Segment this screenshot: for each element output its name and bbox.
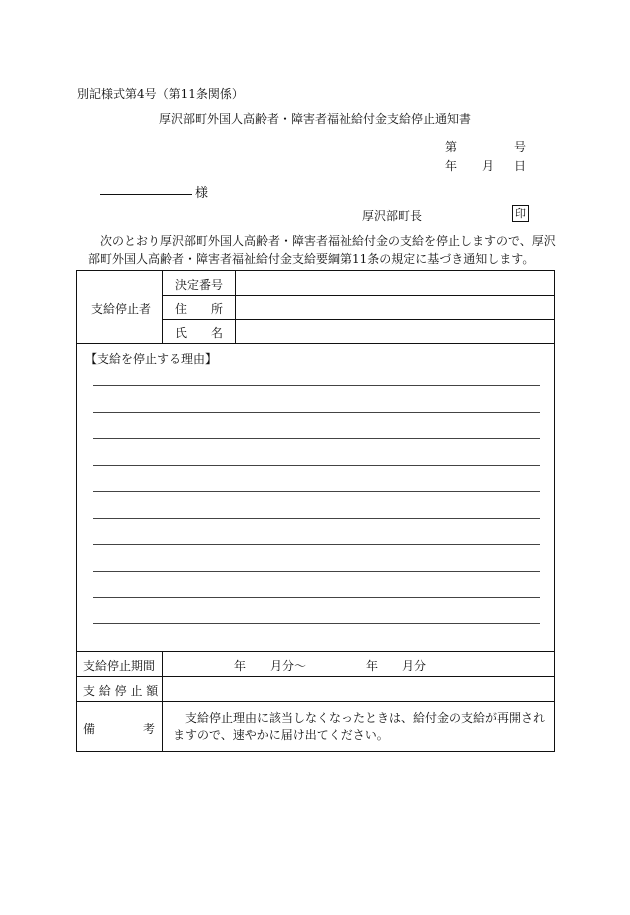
amount-field[interactable]: [163, 677, 554, 700]
address-label: 住 所: [175, 302, 224, 316]
remarks-text: 支給停止理由に該当しなくなったときは、給付金の支給が再開されますので、速やかに届け出てください。: [173, 711, 546, 742]
divider: [77, 651, 555, 652]
decision-number-label: 決定番号: [175, 278, 224, 292]
addressee-suffix: 様: [195, 186, 209, 201]
period-label: 支給停止期間: [83, 659, 156, 673]
number-label: 第: [445, 140, 458, 154]
document-title: 厚沢部町外国人高齢者・障害者福祉給付金支給停止通知書: [158, 112, 471, 126]
seal-mark: 印: [512, 205, 529, 222]
divider: [77, 343, 555, 344]
divider: [162, 651, 163, 752]
number-suffix: 号: [514, 140, 527, 154]
period-value[interactable]: 年 月分～ 年 月分: [234, 659, 427, 673]
date-month: 月: [482, 159, 495, 173]
name-label: 氏 名: [175, 326, 224, 340]
form-id: 別記様式第4号（第11条関係）: [77, 87, 244, 101]
body-text: 次のとおり厚沢部町外国人高齢者・障害者福祉給付金の支給を停止しますので、厚沢部町外国人高齢者・障害者福祉給付金支給要綱第11条の規定に基づき通知します。: [88, 234, 556, 266]
divider: [77, 701, 555, 702]
divider: [162, 271, 163, 343]
amount-label: 支 給 停 止 額: [83, 684, 159, 698]
addressee-line[interactable]: [100, 194, 192, 195]
remarks-label: 備 考: [83, 722, 156, 736]
reason-label: 【支給を停止する理由】: [85, 352, 218, 366]
address-field[interactable]: [236, 296, 554, 318]
issuer: 厚沢部町長: [362, 209, 423, 223]
notice-table: [76, 270, 555, 752]
date-day: 日: [514, 159, 527, 173]
name-field[interactable]: [236, 320, 554, 342]
date-year: 年: [445, 159, 458, 173]
decision-number-field[interactable]: [236, 272, 554, 294]
recipient-label: 支給停止者: [91, 302, 152, 316]
